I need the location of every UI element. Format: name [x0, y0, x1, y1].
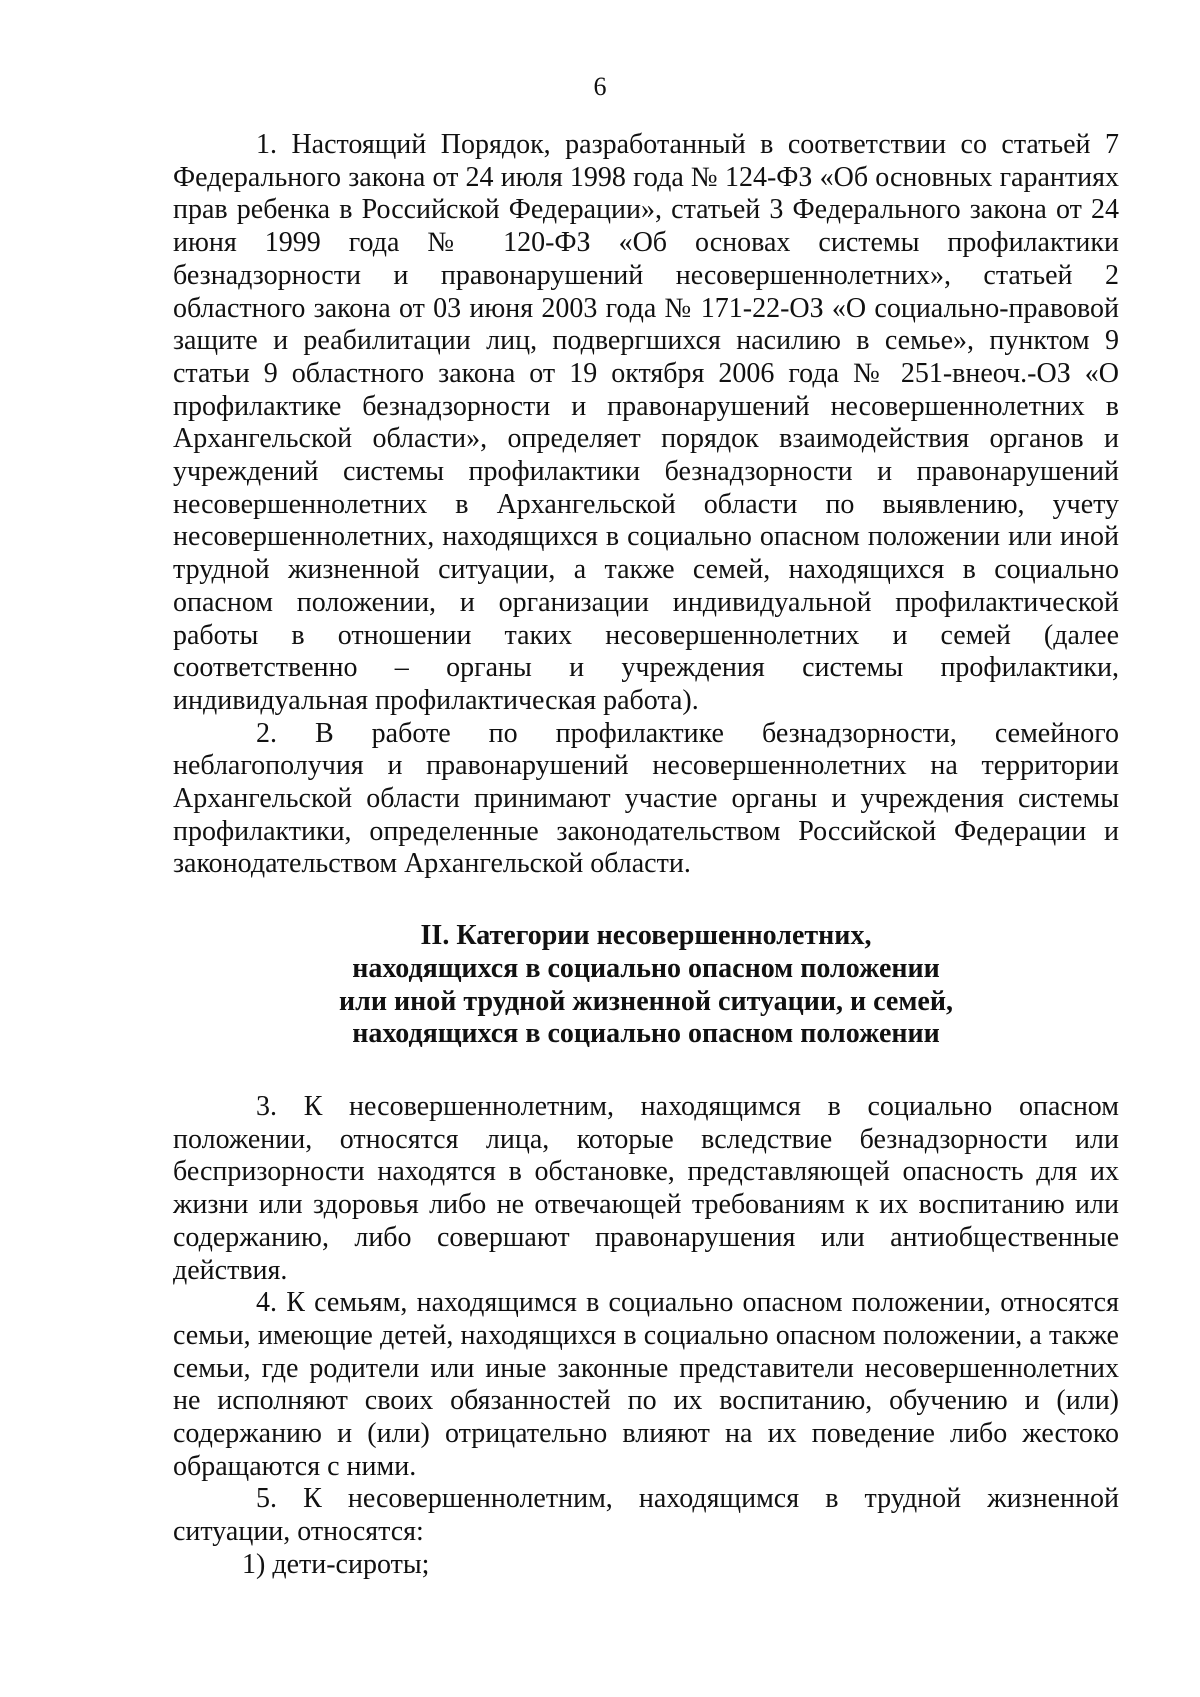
section-heading-line: или иной трудной жизненной ситуации, и семей,: [339, 985, 953, 1017]
paragraph-1: 1. Настоящий Порядок, разработанный в соответствии со статьей 7 Федерального закона от 24 июля 1998 года № 124-ФЗ «Об основных гарантиях прав ребенка в Российской Федерации», статьей 3 Федерального закона от 24 июня 1999 года № 120-ФЗ «Об основах системы профилактики безнадзорности и правонарушений несовершеннолетних», статьей 2 областного закона от 03 июня 2003 года № 171-22-ОЗ «О социально-правовой защите и реабилитации лиц, подвергшихся насилию в семье», пунктом 9 статьи 9 областного закона от 19 октября 2006 года № 251-внеоч.-ОЗ «О профилактике безнадзорности и правонарушений несовершеннолетних в Архангельской области», определяет порядок взаимодействия органов и учреждений системы профилактики безнадзорности и правонарушений несовершеннолетних в Архангельской области по выявлению, учету несовершеннолетних, находящихся в социально опасном положении или иной трудной жизненной ситуации, а также семей, находящихся в социально опасном положении, и организации индивидуальной профилактической работы в отношении таких несовершеннолетних и семей (далее соответственно – органы и учреждения системы профилактики, индивидуальная профилактическая работа).: [173, 129, 1119, 716]
list-item: 1) дети-сироты;: [242, 1548, 430, 1580]
section-heading: [173, 920, 1119, 1051]
paragraph-2: 2. В работе по профилактике безнадзорности, семейного неблагополучия и правонарушений несовершеннолетних на территории Архангельской области принимают участие органы и учреждения системы профилактики, определенные законодательством Российской Федерации и законодательством Архангельской области.: [173, 717, 1119, 880]
paragraph-4: 4. К семьям, находящимся в социально опасном положении, относятся семьи, имеющие детей, находящихся в социально опасном положении, а также семьи, где родители или иные законные представители несовершеннолетних не исполняют своих обязанностей по их воспитанию, обучению и (или) содержанию и (или) отрицательно влияют на их поведение либо жестоко обращаются с ними.: [173, 1287, 1119, 1482]
section-heading-line: II. Категории несовершеннолетних,: [420, 920, 872, 952]
document-body: [173, 129, 1119, 1582]
paragraph-3: 3. К несовершеннолетним, находящимся в социально опасном положении, относятся лица, которые вследствие безнадзорности или беспризорности находятся в обстановке, представляющей опасность для их жизни или здоровья либо не отвечающей требованиям к их воспитанию или содержанию, либо совершают правонарушения или антиобщественные действия.: [173, 1090, 1119, 1286]
page-number: 6: [593, 72, 607, 101]
paragraph-5: 5. К несовершеннолетним, находящимся в трудной жизненной ситуации, относятся:: [173, 1483, 1119, 1548]
section-heading-line: находящихся в социально опасном положении: [352, 952, 940, 984]
section-heading-line: находящихся в социально опасном положении: [352, 1018, 940, 1050]
